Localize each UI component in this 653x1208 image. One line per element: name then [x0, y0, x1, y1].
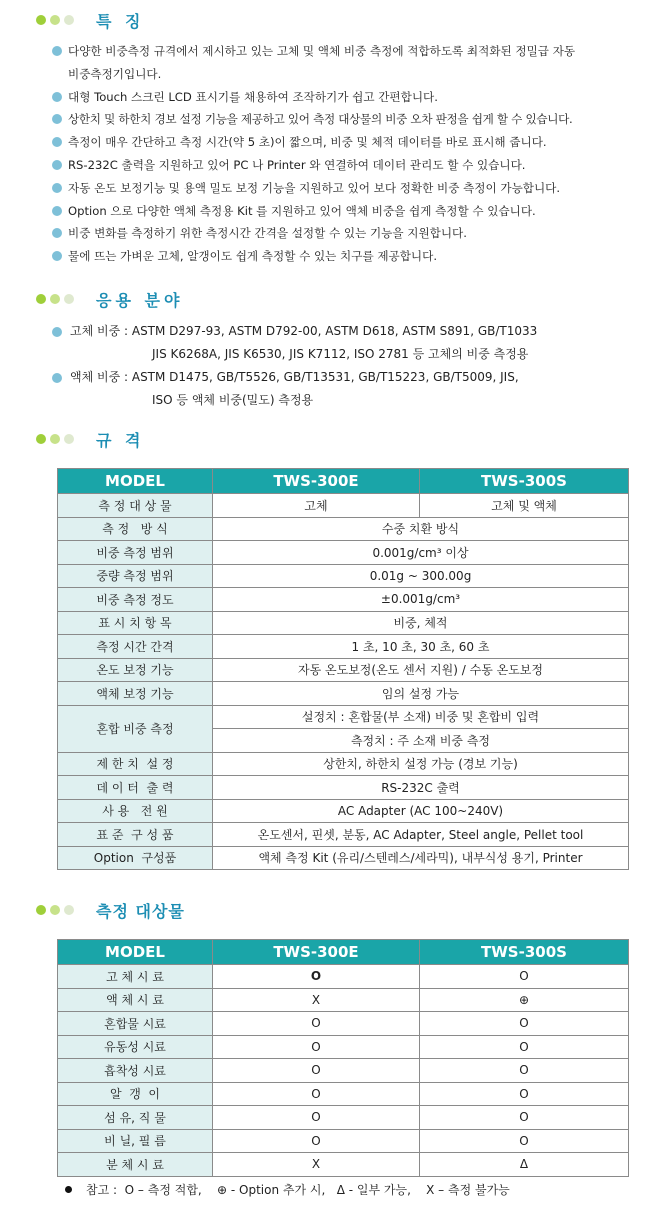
table-row: 고 체 시 료 O O	[58, 965, 629, 989]
bullet-icon	[65, 1186, 72, 1193]
bullet-icon	[52, 46, 62, 56]
table-row: 표 시 치 항 목 비중, 체적	[58, 611, 629, 635]
table-row: 측정치 : 주 소재 비중 측정	[58, 729, 629, 753]
bullet-icon	[52, 228, 62, 238]
table-row: 비중 측정 범위 0.001g/cm³ 이상	[58, 541, 629, 565]
table-row: 액체 보정 기능 임의 설정 가능	[58, 682, 629, 706]
table-row: 액 체 시 료 X ⊕	[58, 988, 629, 1012]
heading-dots-icon	[36, 905, 74, 915]
table-row: 혼합 비중 측정 설정치 : 혼합물(부 소재) 비중 및 혼합비 입력	[58, 705, 629, 729]
list-item: 상한치 및 하한치 경보 설정 기능을 제공하고 있어 측정 대상물의 비중 오차 판정을 쉽게 할 수 있습니다.	[52, 108, 642, 131]
legend-note: 참고 : O – 측정 적합, ⊕ - Option 추가 시, Δ - 일부 가능, X – 측정 불가능	[65, 1181, 510, 1198]
bullet-icon	[52, 251, 62, 261]
spec-title: 규 격	[96, 430, 145, 450]
table-row: 중량 측정 범위 0.01g ~ 300.00g	[58, 564, 629, 588]
spec-table	[57, 468, 629, 870]
table-row: 분 체 시 료 X Δ	[58, 1153, 629, 1177]
spec-heading	[36, 427, 144, 451]
list-item: Option 으로 다양한 액체 측정용 Kit 를 지원하고 있어 액체 비중을 쉽게 측정할 수 있습니다.	[52, 200, 642, 223]
model-header: MODEL	[58, 940, 213, 965]
application-heading	[36, 287, 183, 311]
table-row: 섬 유, 직 물 O O	[58, 1106, 629, 1130]
table-row: 유동성 시료 O O	[58, 1035, 629, 1059]
features-title: 특 징	[96, 11, 145, 31]
table-row: 사 용 전 원 AC Adapter (AC 100~240V)	[58, 799, 629, 823]
table-row: 비중 측정 정도 ±0.001g/cm³	[58, 588, 629, 612]
application-liquid: 액체 비중 : ASTM D1475, GB/T5526, GB/T13531, GB/T15223, GB/T5009, JIS, ISO 등 액체 비중(밀도) 측정용	[52, 366, 519, 412]
bullet-icon	[52, 160, 62, 170]
list-item: 다양한 비중측정 규격에서 제시하고 있는 고체 및 액체 비중 측정에 적합하도록 최적화된 정밀급 자동 비중측정기입니다.	[52, 40, 642, 86]
target-title: 측정 대상물	[96, 901, 185, 921]
table-row: 표 준 구 성 품 온도센서, 핀셋, 분동, AC Adapter, Steel angle, Pellet tool	[58, 823, 629, 847]
model-s-header: TWS-300S	[420, 940, 629, 965]
list-item: 측정이 매우 간단하고 측정 시간(약 5 초)이 짧으며, 비중 및 체적 데이터를 바로 표시해 줍니다.	[52, 131, 642, 154]
features-list	[52, 40, 642, 268]
features-heading	[36, 8, 144, 32]
list-item: 비중 변화를 측정하기 위한 측정시간 간격을 설정할 수 있는 기능을 지원합니다.	[52, 222, 642, 245]
model-s-header: TWS-300S	[420, 469, 629, 494]
heading-dots-icon	[36, 294, 74, 304]
list-item: 자동 온도 보정기능 및 용액 밀도 보정 기능을 지원하고 있어 보다 정확한 비중 측정이 가능합니다.	[52, 177, 642, 200]
table-row: 알 갱 이 O O	[58, 1082, 629, 1106]
table-row: 측 정 방 식 수중 치환 방식	[58, 517, 629, 541]
bullet-icon	[52, 114, 62, 124]
list-item: 물에 뜨는 가벼운 고체, 알갱이도 쉽게 측정할 수 있는 치구를 제공합니다.	[52, 245, 642, 268]
application-solid: 고체 비중 : ASTM D297-93, ASTM D792-00, ASTM D618, ASTM S891, GB/T1033 JIS K6268A, JIS K6530, JIS K7112, ISO 2781 등 고체의 비중 측정용	[52, 320, 537, 366]
list-item: RS-232C 출력을 지원하고 있어 PC 나 Printer 와 연결하여 데이터 관리도 할 수 있습니다.	[52, 154, 642, 177]
model-e-header: TWS-300E	[213, 940, 420, 965]
bullet-icon	[52, 137, 62, 147]
table-row: 흡착성 시료 O O	[58, 1059, 629, 1083]
table-row: 비 닐, 필 름 O O	[58, 1129, 629, 1153]
table-row: 제 한 치 설 정 상한치, 하한치 설정 가능 (경보 기능)	[58, 752, 629, 776]
model-header: MODEL	[58, 469, 213, 494]
heading-dots-icon	[36, 434, 74, 444]
table-row: 데 이 터 출 력 RS-232C 출력	[58, 776, 629, 800]
bullet-icon	[52, 183, 62, 193]
table-row: 혼합물 시료 O O	[58, 1012, 629, 1036]
application-title: 응용 분야	[96, 290, 184, 310]
target-table	[57, 939, 629, 1177]
table-row: Option 구성품 액체 측정 Kit (유리/스텐레스/세라믹), 내부식성 용기, Printer	[58, 846, 629, 870]
table-row: 온도 보정 기능 자동 온도보정(온도 센서 지원) / 수동 온도보정	[58, 658, 629, 682]
table-row: 측정 시간 간격 1 초, 10 초, 30 초, 60 초	[58, 635, 629, 659]
model-e-header: TWS-300E	[213, 469, 420, 494]
list-item: 대형 Touch 스크린 LCD 표시기를 채용하여 조작하기가 쉽고 간편합니다.	[52, 86, 642, 109]
bullet-icon	[52, 327, 62, 337]
bullet-icon	[52, 373, 62, 383]
bullet-icon	[52, 92, 62, 102]
heading-dots-icon	[36, 15, 74, 25]
table-row: 측 정 대 상 물 고체 고체 및 액체	[58, 494, 629, 518]
target-heading	[36, 898, 185, 922]
bullet-icon	[52, 206, 62, 216]
